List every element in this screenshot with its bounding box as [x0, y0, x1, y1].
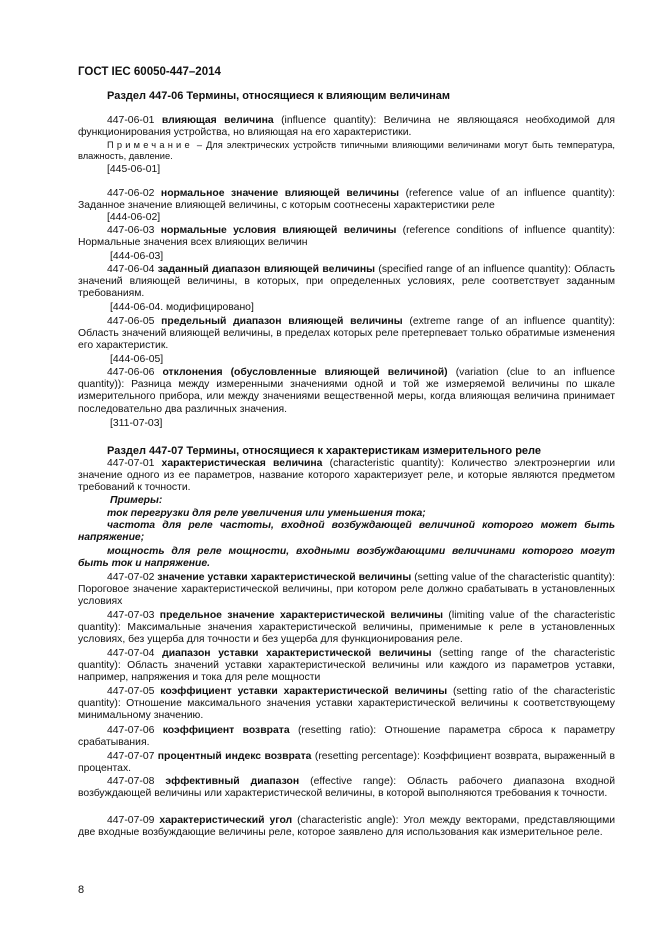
- term-number: 447-07-04: [107, 648, 155, 659]
- term-number: 447-07-08: [107, 776, 155, 787]
- page-number: 8: [78, 884, 85, 896]
- term-name: значение уставки характеристической величины: [157, 572, 412, 583]
- term-definition: (setting range of the characteristic quantity): Область значений уставки характеристической величины или каждого из параметров уставки, например, напряжения и тока для реле мощности: [78, 648, 615, 684]
- term-definition: (resetting percentage): Коэффициент возврата, выраженный в процентах.: [78, 751, 616, 775]
- reference-447-06-06: [311-07-03]: [110, 418, 163, 429]
- term-number: 447-07-02: [107, 572, 155, 583]
- document-header: ГОСТ IEC 60050-447–2014: [78, 66, 221, 78]
- term-entry-447-07-09: [78, 815, 615, 839]
- term-name: предельное значение характеристической величины: [159, 610, 443, 621]
- term-definition: (reference value of an influence quantity): Заданное значение влияющей величины, с которым соотнесены характеристики реле: [78, 188, 616, 212]
- section-heading-447-06: Раздел 447-06 Термины, относящиеся к влияющим величинам: [107, 90, 450, 102]
- reference-447-06-02: [444-06-02]: [107, 212, 161, 223]
- section-heading-447-07: Раздел 447-07 Термины, относящиеся к характеристикам измерительного реле: [107, 445, 542, 457]
- example-2: частота для реле частоты, входной возбуждающей величиной которого может быть напряжение;: [78, 520, 615, 544]
- note-text: – Для электрических устройств типичными влияющими величинами могут быть температура, влажность, давление.: [78, 140, 615, 162]
- term-number: 447-06-03: [107, 225, 155, 236]
- term-entry-447-07-08: [78, 776, 615, 800]
- note-label: Примечание: [107, 140, 193, 150]
- term-definition: (limiting value of the characteristic quantity): Максимальные значения характеристической величины, применимые к реле в установленных условиях, без ущерба для точности и без ущерба для функционирования реле.: [78, 610, 616, 646]
- term-entry-447-07-03: [78, 610, 615, 647]
- term-definition: (characteristic quantity): Количество электроэнергии или значение одного из ее параметров, название которого характеризует реле, и которые являются предметом требований к точности.: [78, 458, 616, 494]
- term-number: 447-06-02: [107, 188, 155, 199]
- term-number: 447-06-01: [107, 115, 155, 126]
- term-number: 447-07-01: [107, 458, 155, 469]
- term-name: характеристический угол: [159, 815, 293, 826]
- term-name: коэффициент уставки характеристической величины: [160, 686, 448, 697]
- term-entry-447-06-03: [78, 225, 615, 249]
- term-number: 447-07-07: [107, 751, 155, 762]
- reference-447-06-01: [445-06-01]: [107, 164, 161, 175]
- term-name: отклонения (обусловленные влияющей величиной): [162, 367, 448, 378]
- example-3: мощность для реле мощности, входными возбуждающими величинами которого могут быть ток и напряжение.: [78, 546, 615, 570]
- term-name: нормальное значение влияющей величины: [160, 188, 400, 199]
- term-entry-447-06-02: [78, 188, 615, 212]
- term-definition: (reference conditions of influence quantity): Нормальные значения всех влияющих величин: [78, 225, 615, 249]
- reference-447-06-04: [444-06-04. модифицировано]: [110, 302, 254, 313]
- term-definition: (specified range of an influence quantity): Область значений влияющей величины, в которых, при определенных условиях, реле соответствует заданным требованиям.: [78, 264, 616, 300]
- term-entry-447-07-02: [78, 572, 615, 609]
- term-definition: (influence quantity): Величина не являющаяся необходимой для функционирования устройства, но влияющая на его характеристики.: [78, 115, 616, 139]
- term-definition: (extreme range of an influence quantity): Область значений влияющей величины, в пределах которых реле претерпевает только обратимые изменения его характеристик.: [78, 316, 615, 352]
- term-name: характеристическая величина: [161, 458, 323, 469]
- term-number: 447-07-03: [107, 610, 155, 621]
- term-definition: (setting value of the characteristic quantity): Пороговое значение характеристической величины, при котором реле должно срабатывать в установленных условиях: [78, 572, 616, 608]
- term-definition: (characteristic angle): Угол между векторами, представляющими две входные возбуждающие величины реле, которое заявлено для использования как измерительное реле.: [78, 815, 616, 839]
- term-entry-447-07-05: [78, 686, 615, 723]
- term-name: влияющая величина: [161, 115, 274, 126]
- term-name: нормальные условия влияющей величины: [160, 225, 397, 236]
- term-definition: (setting ratio of the characteristic quantity): Отношение максимального значения уставки характеристической величины к соответствующему минимальному значению.: [78, 686, 616, 722]
- term-definition: (resetting ratio): Отношение параметра сброса к параметру срабатывания.: [78, 725, 615, 749]
- term-number: 447-06-05: [107, 316, 155, 327]
- term-entry-447-07-07: [78, 751, 615, 775]
- term-name: коэффициент возврата: [162, 725, 290, 736]
- term-name: процентный индекс возврата: [157, 751, 312, 762]
- examples-title: Примеры:: [110, 495, 163, 506]
- term-number: 447-07-06: [107, 725, 155, 736]
- term-number: 447-07-09: [107, 815, 155, 826]
- term-entry-447-06-05: [78, 316, 615, 353]
- term-entry-447-07-04: [78, 648, 615, 685]
- term-entry-447-07-01: [78, 458, 615, 495]
- reference-447-06-03: [444-06-03]: [110, 251, 164, 262]
- term-name: заданный диапазон влияющей величины: [157, 264, 376, 275]
- term-number: 447-07-05: [107, 686, 155, 697]
- term-entry-447-06-04: [78, 264, 615, 301]
- term-definition: (variation (clue to an influence quantity)): Разница между измеренными значениями одной и той же измеряемой величины по шкале измерительного прибора, или между значениями вещественной меры, когда влияющая величина принимает последовательно два различных значения.: [78, 367, 615, 415]
- note-447-06-01: [78, 140, 615, 162]
- term-number: 447-06-04: [107, 264, 155, 275]
- term-definition: (effective range): Область рабочего диапазона входной возбуждающей величины или характеристической величины, в которой выполняются требования к точности.: [78, 776, 616, 800]
- example-1: ток перегрузки для реле увеличения или уменьшения тока;: [107, 508, 426, 519]
- term-number: 447-06-06: [107, 367, 155, 378]
- reference-447-06-05: [444-06-05]: [110, 354, 164, 365]
- term-name: эффективный диапазон: [165, 776, 300, 787]
- term-name: предельный диапазон влияющей величины: [161, 316, 403, 327]
- term-entry-447-07-06: [78, 725, 615, 749]
- term-entry-447-06-06: [78, 367, 615, 416]
- term-entry-447-06-01: [78, 115, 615, 139]
- term-name: диапазон уставки характеристической величины: [162, 648, 432, 659]
